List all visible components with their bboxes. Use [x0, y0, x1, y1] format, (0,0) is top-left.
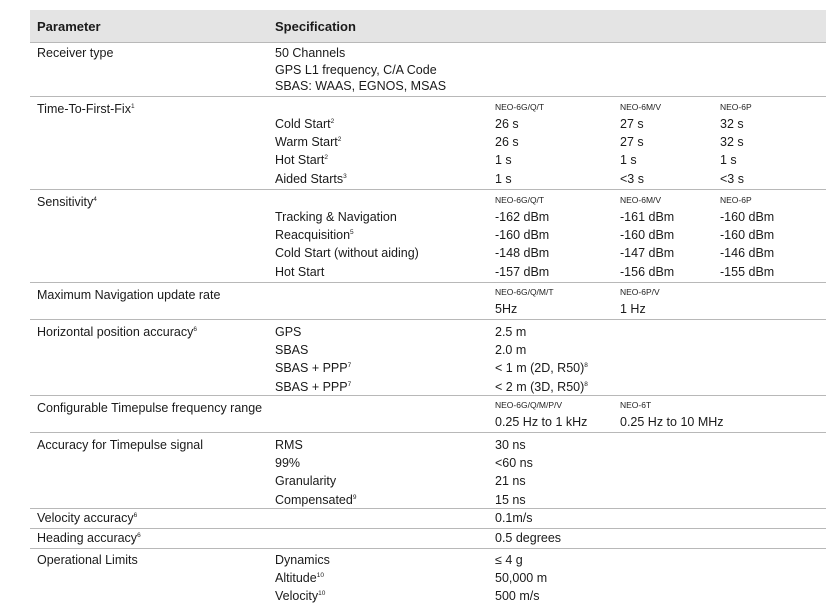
param-label: Accuracy for Timepulse signal: [37, 438, 204, 452]
product-heading: NEO-6G/Q/M/T: [495, 287, 554, 297]
spec-line: SBAS: WAAS, EGNOS, MSAS: [275, 79, 447, 93]
spec-name: GPS: [275, 325, 302, 339]
value-cell: -160 dBm: [495, 228, 550, 243]
value-cell: 32 s: [720, 117, 744, 131]
value-cell: 21 ns: [495, 474, 526, 489]
param-label: Horizontal position accuracy$^6$: [37, 325, 197, 339]
value-cell: -160 dBm: [620, 228, 675, 243]
product-heading: NEO-6P: [720, 102, 752, 112]
value-cell: 26 s: [495, 135, 519, 150]
row-sensitivity: [30, 190, 826, 283]
value-cell: 1 s: [495, 171, 512, 186]
product-heading: NEO-6M/V: [620, 102, 662, 112]
product-heading: NEO-6P/V: [620, 287, 660, 297]
value-cell: 2.0 m: [495, 343, 527, 358]
spec-name: Hot Start$^2$: [275, 153, 328, 168]
value-cell: 1 s: [620, 153, 637, 168]
spec-name: Granularity: [275, 474, 337, 489]
spec-name: Aided Starts$^3$: [275, 171, 347, 186]
value-cell: <3 s: [620, 171, 644, 186]
value-cell: 0.1m/s: [495, 511, 533, 525]
product-heading: NEO-6G/Q/T: [495, 195, 545, 205]
spec-name: Warm Start$^2$: [275, 135, 342, 150]
spec-name: Hot Start: [275, 264, 325, 279]
spec-table: [30, 10, 826, 607]
value-cell: -155 dBm: [720, 264, 775, 279]
spec-name: RMS: [275, 438, 303, 452]
spec-name: Cold Start (without aiding): [275, 246, 419, 261]
value-cell: 1 s: [495, 153, 512, 168]
value-cell: <3 s: [720, 171, 744, 186]
row-time-to-first-fix: [30, 97, 826, 190]
row-accuracy-for-timepulse-signal: [30, 433, 826, 509]
table-body: [30, 43, 826, 607]
row-configurable-timepulse-frequency-range: [30, 396, 826, 433]
value-cell: 1 Hz: [620, 302, 646, 316]
spec-name: Cold Start$^2$: [275, 117, 335, 131]
value-cell: -160 dBm: [720, 228, 775, 243]
row-heading-accuracy: [30, 529, 826, 549]
value-cell: 26 s: [495, 117, 519, 131]
row-horizontal-position-accuracy: [30, 320, 826, 396]
value-cell: 30 ns: [495, 438, 526, 452]
product-heading: NEO-6P: [720, 195, 752, 205]
value-cell: 15 ns: [495, 492, 526, 507]
product-heading: NEO-6M/V: [620, 195, 662, 205]
row-operational-limits: [30, 549, 826, 607]
param-label: Velocity accuracy$^6$: [37, 511, 138, 525]
value-cell: 0.5 degrees: [495, 531, 562, 545]
table-header: [30, 10, 826, 43]
param-label: Time-To-First-Fix$^1$: [37, 102, 135, 116]
value-cell: -156 dBm: [620, 264, 675, 279]
value-cell: 5Hz: [495, 302, 518, 316]
product-heading: NEO-6G/Q/T: [495, 102, 545, 112]
row-receiver-type: [30, 43, 826, 97]
spec-name: 99%: [275, 456, 301, 471]
spec-name: Dynamics: [275, 553, 330, 567]
value-cell: 2.5 m: [495, 325, 527, 339]
value-cell: -147 dBm: [620, 246, 675, 261]
spec-line: GPS L1 frequency, C/A Code: [275, 62, 437, 77]
value-cell: 32 s: [720, 135, 744, 150]
value-cell: 500 m/s: [495, 589, 540, 604]
spec-name: SBAS + $PPP^7$: [275, 361, 352, 376]
spec-name: Reacquisition$^5$: [275, 228, 354, 243]
product-heading: NEO-6T: [620, 400, 652, 410]
value-cell: -161 dBm: [620, 210, 675, 224]
row-max-navigation-update-rate: [30, 283, 826, 320]
param-label: Heading accuracy$^6$: [37, 531, 141, 545]
value-cell: 1 s: [720, 153, 737, 168]
spec-line: 50 Channels: [275, 46, 346, 60]
value-cell: <60 ns: [495, 456, 533, 471]
row-velocity-accuracy: [30, 509, 826, 529]
spec-name: Altitude$^{10}$: [275, 571, 324, 586]
product-heading: NEO-6G/Q/M/P/V: [495, 400, 563, 410]
value-cell: 27 s: [620, 135, 644, 150]
value-cell: 27 s: [620, 117, 644, 131]
value-cell: < 1 m (2D, R50)$^8$: [495, 361, 588, 376]
param-label: Configurable Timepulse frequency range: [37, 401, 263, 415]
value-cell: -146 dBm: [720, 246, 775, 261]
param-label: Receiver type: [37, 46, 114, 60]
param-label: Operational Limits: [37, 553, 138, 567]
value-cell: -160 dBm: [720, 210, 775, 224]
spec-name: Tracking & Navigation: [275, 210, 397, 224]
header-specification: Specification: [275, 19, 356, 34]
spec-name: SBAS + $PPP^7$: [275, 379, 352, 394]
value-cell: -148 dBm: [495, 246, 550, 261]
value-cell: ≤ 4 g: [495, 553, 523, 567]
value-cell: 0.25 Hz to 1 kHz: [495, 415, 588, 429]
spec-name: Velocity$^{10}$: [275, 589, 326, 604]
value-cell: -157 dBm: [495, 264, 550, 279]
value-cell: < 2 m (3D, R50)$^8$: [495, 379, 588, 394]
value-cell: 0.25 Hz to 10 MHz: [620, 415, 724, 429]
param-label: Maximum Navigation update rate: [37, 288, 221, 302]
value-cell: 50,000 m: [495, 571, 548, 586]
header-parameter: Parameter: [37, 19, 101, 34]
param-label: Sensitivity$^4$: [37, 195, 97, 209]
spec-name: Compensated$^9$: [275, 492, 357, 507]
value-cell: -162 dBm: [495, 210, 550, 224]
spec-name: SBAS: [275, 343, 309, 358]
